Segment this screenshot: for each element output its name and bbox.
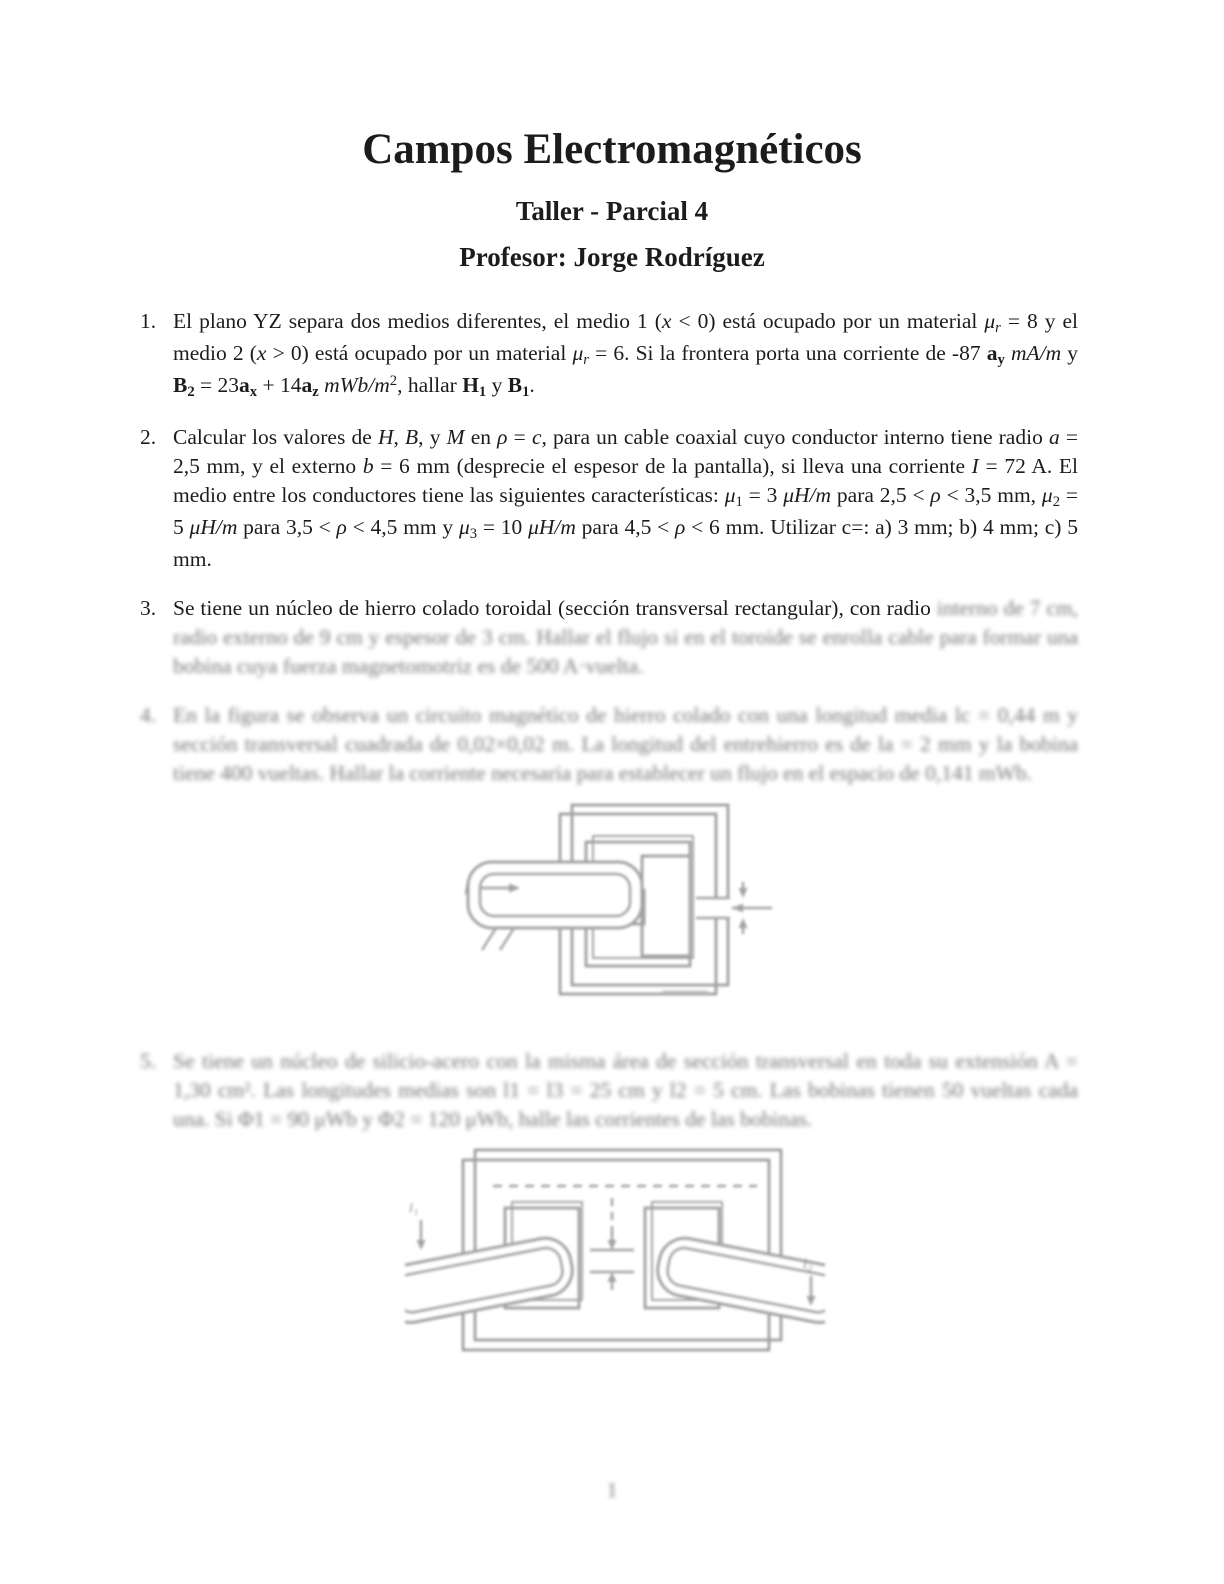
magnetic-circuit-1-drawing (460, 802, 780, 1002)
problem-1 (140, 307, 1078, 403)
air-gap-callout (696, 882, 772, 934)
page-number: 1 (606, 1478, 618, 1502)
arrow-up-icon (739, 918, 748, 928)
page-title: Campos Electromagnéticos (362, 126, 862, 173)
left-current-label: i₁ (409, 1199, 419, 1216)
arrow-down-icon (417, 1240, 426, 1250)
coil-band (468, 862, 642, 928)
problem-1-text: El plano YZ separa dos medios diferentes, el medio 1 (x < 0) está ocupado por un material μr = 8 y el medio 2 (x > 0) está ocupado por un material μr = 6. Si la frontera porta una corriente de -87 ay mA/m y B2 = 23ax + 14az mWb/$m^2$, hallar H1 y B1. (173, 308, 1078, 400)
center-piece (642, 856, 690, 956)
problem-list (140, 307, 1078, 1371)
problem-3-number: 3. (140, 595, 157, 620)
problem-5-blurred-text: Se tiene un núcleo de silicio-acero con la misma área de sección transversal en toda su extensión A = 1,30 cm². Las longitudes medias son l1 = l3 = 25 cm y l2 = 5 cm. Las bobinas tienen 50 vueltas cada una. Si Φ1 = 90 μWb y Φ2 = 120 μWb, halle las corrientes de las bobinas. (173, 1048, 1078, 1131)
page-subtitle: Taller - Parcial 4 (515, 196, 709, 227)
current-label: i (464, 880, 469, 898)
left-current-label-group (409, 1200, 426, 1250)
problem-4-number: 4. (140, 702, 157, 727)
right-coil (653, 1233, 825, 1326)
air-gap-cut (590, 1250, 634, 1272)
problem-2 (140, 423, 1078, 574)
problem-3 (140, 594, 1078, 681)
center-air-gap (590, 1232, 634, 1290)
right-current-label: i₂ (803, 1255, 813, 1272)
arrow-up-icon (608, 1272, 617, 1282)
arrow-down-icon (608, 1240, 617, 1250)
professor-line: Profesor: Jorge Rodríguez (459, 242, 765, 273)
problem-3-blurred-text: interno de 7 cm, radio externo de 9 cm y espesor de 3 cm. Hallar el flujo si en el toroide se enrolla cable para formar una bobina cuya fuerza magnetomotriz es de 500 A·vuelta. (173, 595, 1078, 678)
problem-2-text: Calcular los valores de H, B, y M en ρ = c, para un cable coaxial cuyo conductor interno tiene radio a = 2,5 mm, y el externo b = 6 mm (desprecie el espesor de la pantalla), si lleva una corriente I = 72 A. El medio entre los conductores tiene las siguientes características: μ1 = 3 μH/m para 2,5 < ρ < 3,5 mm, μ2 = 5 μH/m para 3,5 < ρ < 4,5 mm y μ3 = 10 μH/m para 4,5 < ρ < 6 mm. Utilizar c=: a) 3 mm; b) 4 mm; c) 5 mm. (173, 424, 1079, 571)
problem-5 (140, 1047, 1078, 1134)
figure-magnetic-circuit-2 (405, 1146, 825, 1371)
arrow-left-icon (732, 903, 743, 912)
left-coil (405, 1233, 577, 1326)
magnetic-circuit-2-drawing (405, 1146, 825, 1371)
problem-1-number: 1. (140, 308, 157, 333)
problem-4 (140, 701, 1078, 788)
problem-2-number: 2. (140, 424, 157, 449)
figure-magnetic-circuit-1 (460, 802, 780, 1002)
problem-5-number: 5. (140, 1048, 157, 1073)
problem-3-lead: Se tiene un núcleo de hierro colado toroidal (sección transversal rectangular), con radio (173, 595, 937, 620)
problem-4-blurred-text: En la figura se observa un circuito magnético de hierro colado con una longitud media lc = 0,44 m y sección transversal cuadrada de 0,02×0,02 m. La longitud del entrehierro es de la = 2 mm y la bobina tiene 400 vueltas. Hallar la corriente necesaria para establecer un flujo en el espacio de 0,141 mWb. (173, 702, 1078, 785)
problem-3-text (173, 594, 1078, 681)
document-header (0, 0, 1224, 273)
air-gap-cut (696, 898, 730, 918)
arrow-down-icon (739, 888, 748, 898)
coil-lead-wires (482, 928, 514, 950)
